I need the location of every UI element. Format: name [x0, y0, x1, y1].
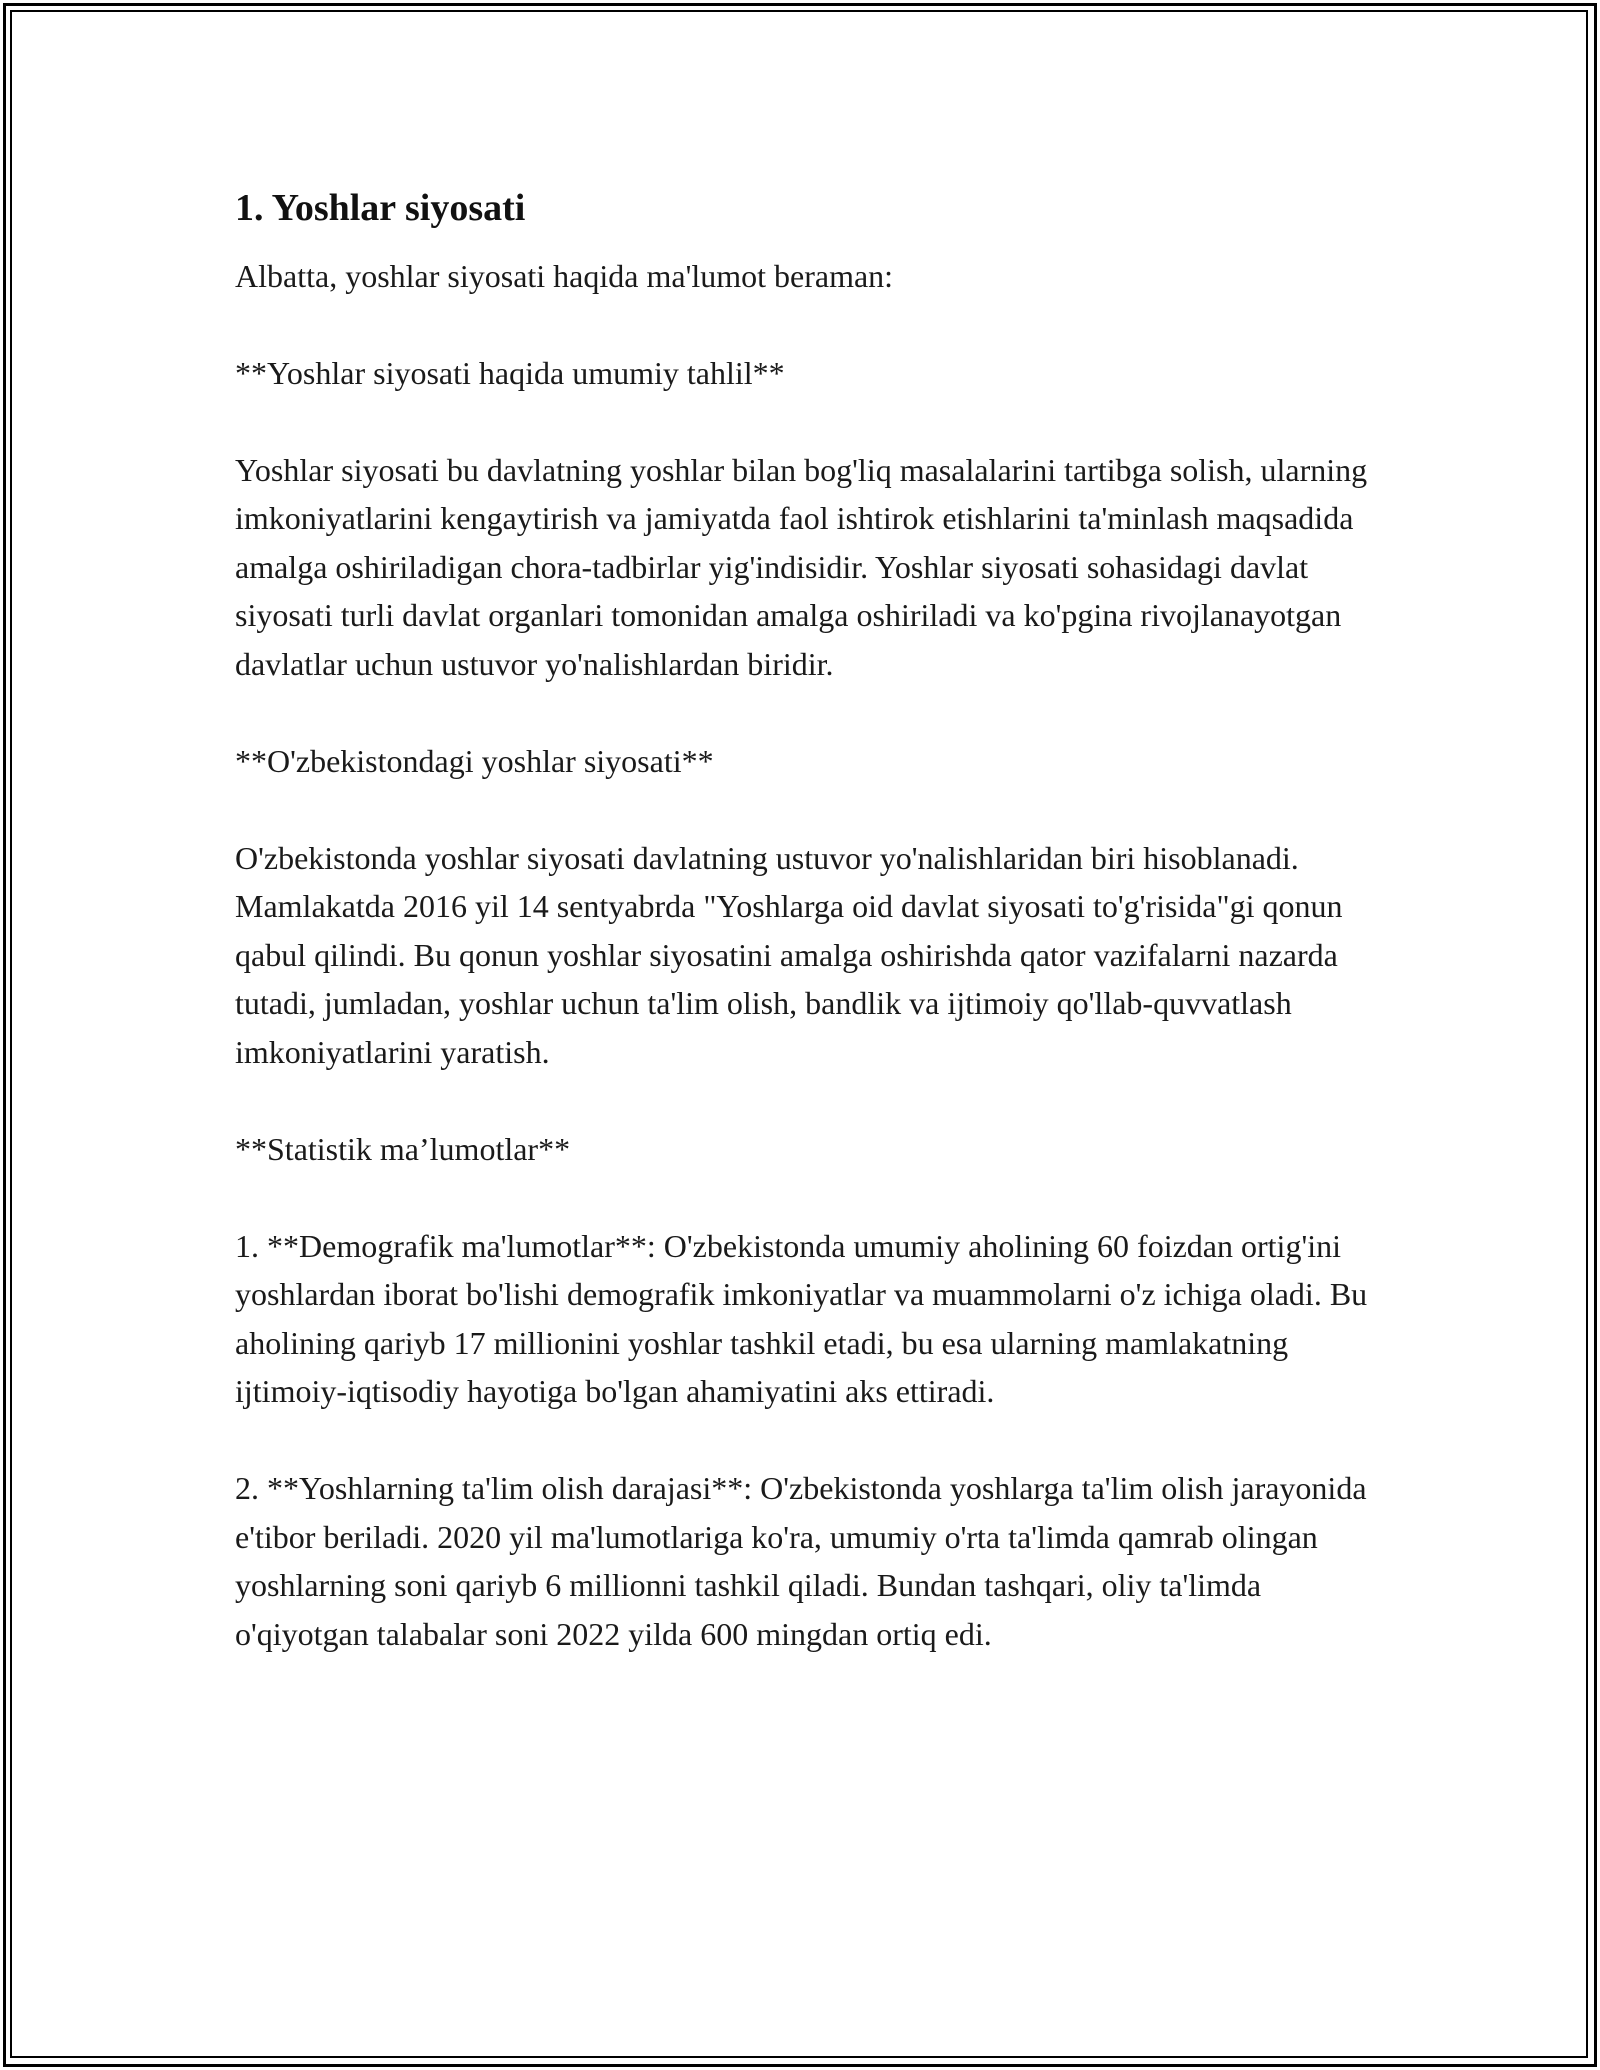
subheading-overview: **Yoshlar siyosati haqida umumiy tahlil**	[235, 354, 785, 391]
subheading-uzbekistan: **O'zbekistondagi yoshlar siyosati**	[235, 742, 714, 779]
document-body	[235, 186, 1375, 1707]
statistics-item-2: 2. **Yoshlarning ta'lim olish darajasi**: O'zbekistonda yoshlarga ta'lim olish jarayonida e'tibor beriladi. 2020 yil ma'lumotlariga ko'ra, umumiy o'rta ta'limda qamrab olingan yoshlarning soni qariyb 6 millionni tashkil qiladi. Bundan tashqari, oliy ta'limda o'qiyotgan talabalar soni 2022 yilda 600 mingdan ortiq edi.	[235, 1470, 1367, 1652]
overview-paragraph: Yoshlar siyosati bu davlatning yoshlar bilan bog'liq masalalarini tartibga solish, ularning imkoniyatlarini kengaytirish va jamiyatda faol ishtirok etishlarini ta'minlash maqsadida amalga oshiriladigan chora-tadbirlar yig'indisidir. Yoshlar siyosati sohasidagi davlat siyosati turli davlat organlari tomonidan amalga oshiriladi va ko'pgina rivojlanayotgan davlatlar uchun ustuvor yo'nalishlardan biridir.	[235, 451, 1368, 682]
section-heading: 1. Yoshlar siyosati	[235, 187, 526, 229]
subheading-statistics: **Statistik ma’lumotlar**	[235, 1130, 571, 1167]
intro-paragraph: Albatta, yoshlar siyosati haqida ma'lumot beraman:	[235, 257, 894, 294]
uzbekistan-paragraph: O'zbekistonda yoshlar siyosati davlatning ustuvor yo'nalishlaridan biri hisoblanadi. Mamlakatda 2016 yil 14 sentyabrda "Yoshlarga oid davlat siyosati to'g'risida"gi qonun qabul qilindi. Bu qonun yoshlar siyosatini amalga oshirishda qator vazifalarni nazarda tutadi, jumladan, yoshlar uchun ta'lim olish, bandlik va ijtimoiy qo'llab-quvvatlash imkoniyatlarini yaratish.	[235, 839, 1343, 1070]
statistics-item-1: 1. **Demografik ma'lumotlar**: O'zbekistonda umumiy aholining 60 foizdan ortig'ini yoshlardan iborat bo'lishi demografik imkoniyatlar va muammolarni o'z ichiga oladi. Bu aholining qariyb 17 millionini yoshlar tashkil etadi, bu esa ularning mamlakatning ijtimoiy-iqtisodiy hayotiga bo'lgan ahamiyatini aks ettiradi.	[235, 1227, 1368, 1410]
